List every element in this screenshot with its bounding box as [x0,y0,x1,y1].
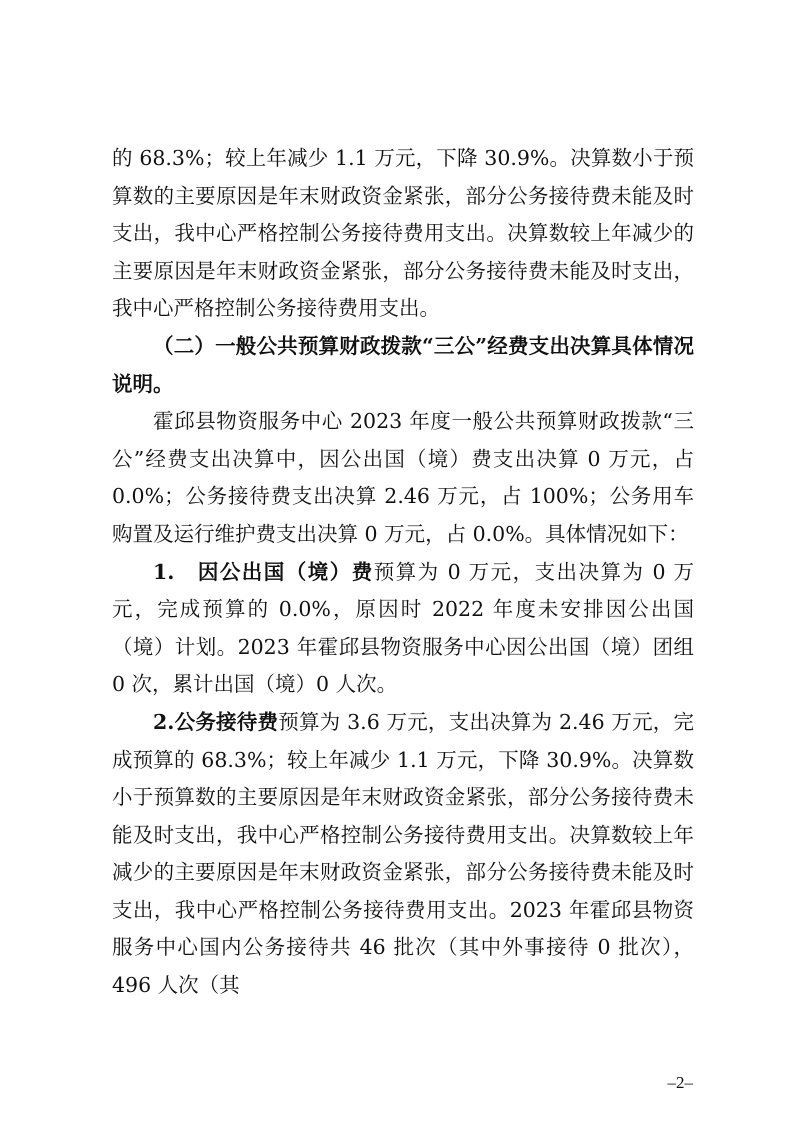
item-reception [112,704,694,1005]
item-reception-lead: 2.公务接待费 [153,709,279,734]
item-reception-text: 预算为 3.6 万元，支出决算为 2.46 万元，完成预算的 68.3%；较上年减少 1.1 万元，下降 30.9%。决算数小于预算数的主要原因是年末财政资金紧张，部分公务接待费未能及时支出，我中心严格控制公务接待费用支出。决算数较上年减少的主要原因是年末财政资金紧张，部分公务接待费未能及时支出，我中心严格控制公务接待费用支出。2023 年霍邱县物资服务中心国内公务接待共 46 批次（其中外事接待 0 批次），496 人次（其 [112,709,695,998]
paragraph-continued: 的 68.3%；较上年减少 1.1 万元，下降 30.9%。决算数小于预算数的主要原因是年末财政资金紧张，部分公务接待费未能及时支出，我中心严格控制公务接待费用支出。决算数较上年减少的主要原因是年末财政资金紧张，部分公务接待费未能及时支出，我中心严格控制公务接待费用支出。 [112,146,694,321]
item-overseas-travel-lead: 1. 因公出国（境）费 [153,559,374,584]
page-number: –2– [667,1073,693,1092]
section-heading: （二）一般公共预算财政拨款“三公”经费支出决算具体情况说明。 [112,333,694,396]
item-overseas-travel-text: 预算为 0 万元，支出决算为 0 万元，完成预算的 0.0%，原因时 2022 年度未安排因公出国（境）计划。2023 年霍邱县物资服务中心因公出国（境）团组 0 次，累计出国（境）0 人次。 [112,559,695,697]
item-overseas-travel [112,554,694,704]
document-body [112,140,694,1005]
paragraph-summary: 霍邱县物资服务中心 2023 年度一般公共预算财政拨款“三公”经费支出决算中，因公出国（境）费支出决算 0 万元，占 0.0%；公务接待费支出决算 2.46 万元，占 100%；公务用车购置及运行维护费支出决算 0 万元，占 0.0%。具体情况如下： [112,409,694,546]
